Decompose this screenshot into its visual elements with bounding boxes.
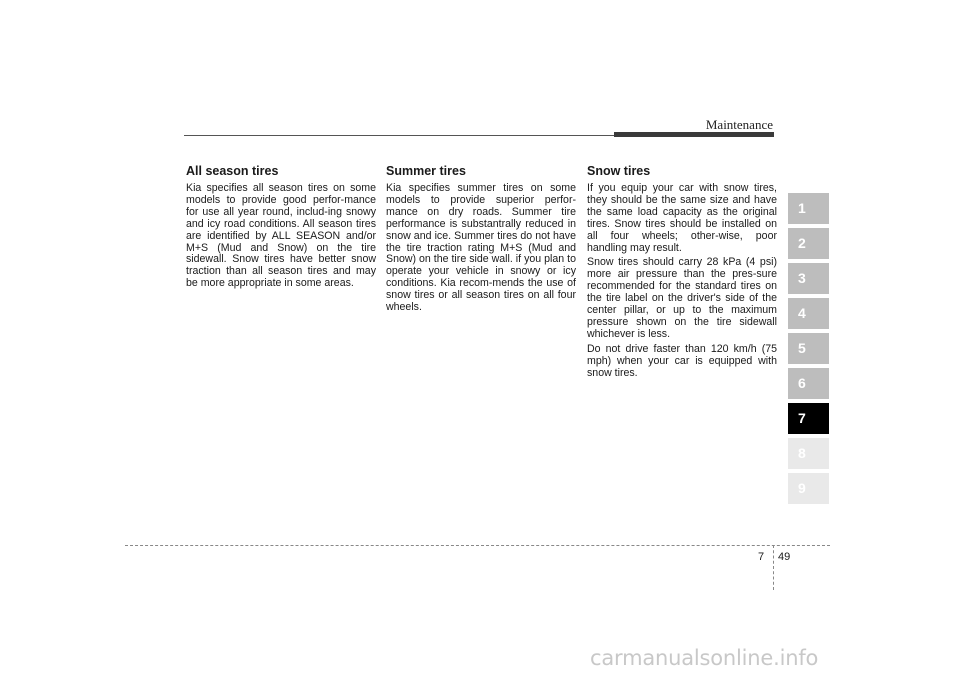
footer-divider xyxy=(125,545,830,546)
section-title: Maintenance xyxy=(705,117,773,132)
chapter-tab-9[interactable]: 9 xyxy=(788,473,829,504)
chapter-tab-7[interactable]: 7 xyxy=(788,403,829,434)
chapter-tab-6[interactable]: 6 xyxy=(788,368,829,399)
column-snow xyxy=(587,164,777,383)
header-rule-accent xyxy=(614,132,774,137)
chapter-tab-2[interactable]: 2 xyxy=(788,228,829,259)
chapter-tabs xyxy=(788,193,829,508)
column-all-season xyxy=(186,164,376,293)
footer-page-number: 49 xyxy=(778,551,791,563)
chapter-tab-5[interactable]: 5 xyxy=(788,333,829,364)
footer-chapter-number: 7 xyxy=(758,551,765,563)
chapter-tab-1[interactable]: 1 xyxy=(788,193,829,224)
header-rule xyxy=(184,135,614,136)
heading-snow-tires: Snow tires xyxy=(587,164,651,178)
paragraph: Do not drive faster than 120 km/h (75 mph) when your car is equipped with snow tires. xyxy=(587,342,777,379)
chapter-tab-4[interactable]: 4 xyxy=(788,298,829,329)
chapter-tab-3[interactable]: 3 xyxy=(788,263,829,294)
paragraph: If you equip your car with snow tires, they should be the same size and have the same load capacity as the original tires. Snow tires should be installed on all four wheels; other-wise, poor handling may result. xyxy=(587,182,777,254)
footer-page-divider xyxy=(773,545,774,590)
heading-summer-tires: Summer tires xyxy=(386,164,466,178)
chapter-tab-8[interactable]: 8 xyxy=(788,438,829,469)
heading-all-season-tires: All season tires xyxy=(186,164,279,178)
column-summer xyxy=(386,164,576,317)
paragraph: Snow tires should carry 28 kPa (4 psi) more air pressure than the pres-sure recommended for the standard tires on the tire label on the driver's side of the center pillar, or up to the maximum pressure shown on the tire sidewall whichever is less. xyxy=(587,256,777,340)
watermark: carmanualsonline.info xyxy=(590,646,819,670)
paragraph: Kia specifies all season tires on some models to provide good perfor-mance for use all year round, includ-ing snowy and icy road conditions. All season tires are identified by ALL SEASON and/or M+S (Mud and Snow) on the tire sidewall. Snow tires have better snow traction than all season tires and may be more appropriate in some areas. xyxy=(186,182,376,290)
paragraph: Kia specifies summer tires on some models to provide superior perfor-mance on dry roads. Summer tire performance is substantrally reduced in snow and ice. Summer tires do not have the tire traction rating M+S (Mud and Snow) on the tire side wall. if you plan to operate your vehicle in snowy or icy conditions. Kia recom-mends the use of snow tires or all season tires on all four wheels. xyxy=(386,182,576,314)
